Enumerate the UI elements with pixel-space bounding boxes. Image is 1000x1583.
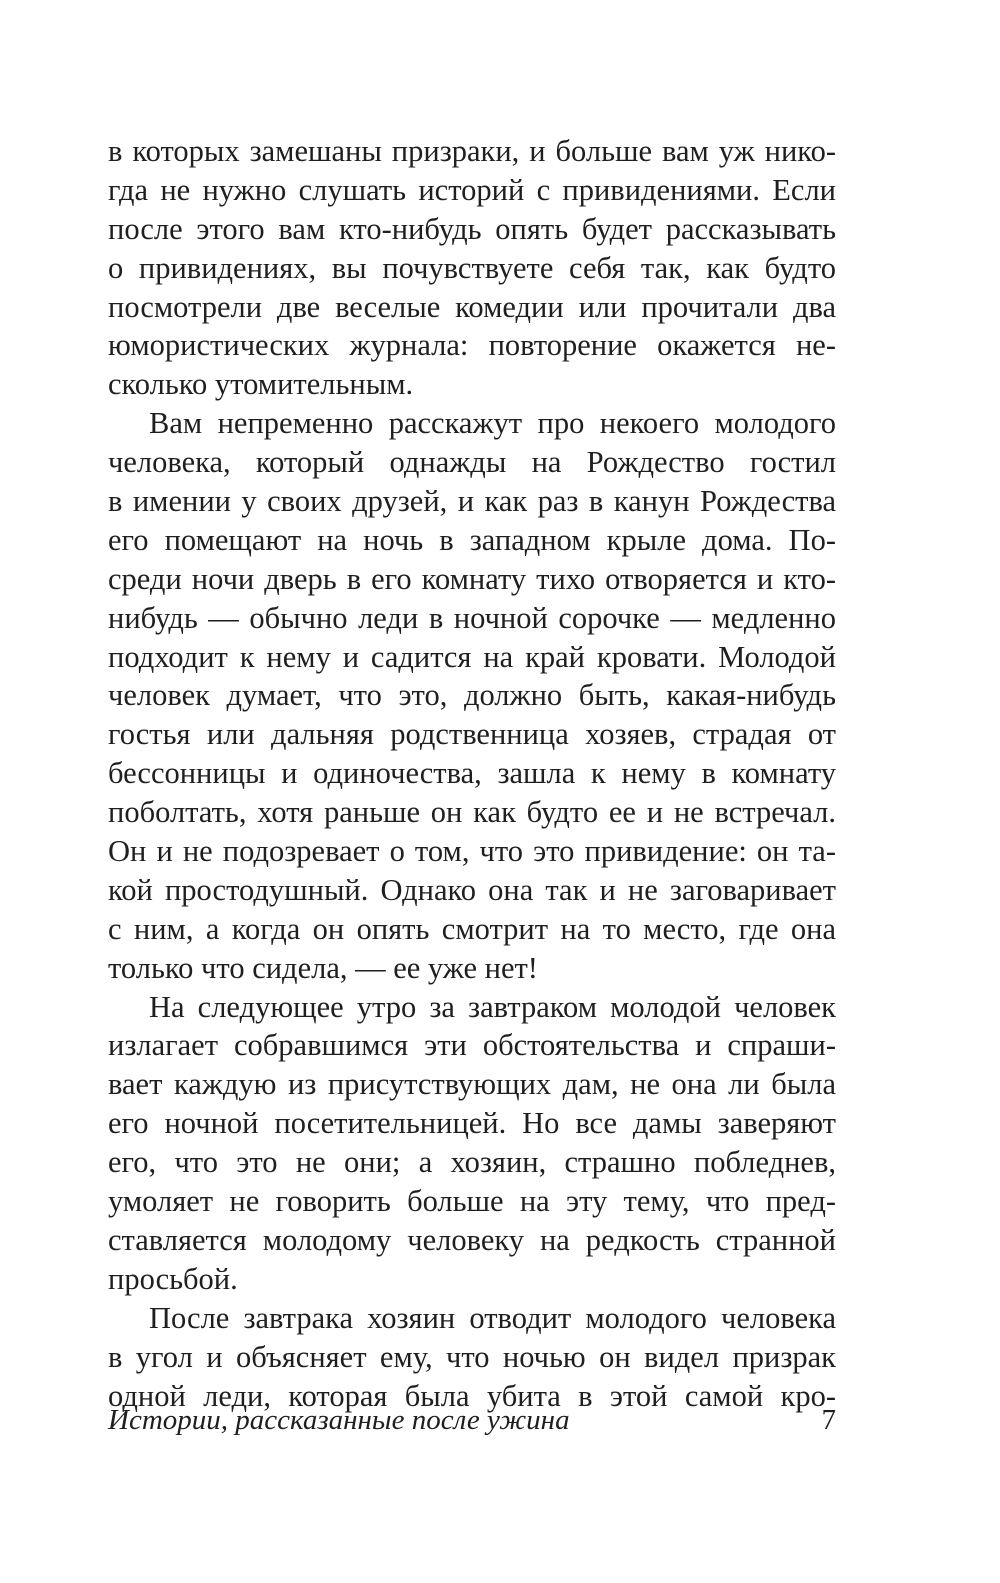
text-line: вает каждую из присутствующих дам, не она ли была: [108, 1067, 836, 1102]
text-line: юмористических журнала: повторение окажется не-: [108, 328, 836, 363]
page-number: 7: [821, 1404, 836, 1436]
text-line: кой простодушный. Однако она так и не заговаривает: [108, 872, 836, 907]
text-line: посмотрели две веселые комедии или прочитали два: [108, 289, 836, 324]
text-line: после этого вам кто-нибудь опять будет рассказывать: [108, 211, 836, 246]
text-line: его ночной посетительницей. Но все дамы заверяют: [108, 1106, 836, 1141]
text-line: человек думает, что это, должно быть, какая-нибудь: [108, 678, 836, 713]
text-line: его помещают на ночь в западном крыле дома. По-: [108, 522, 836, 557]
text-line: умоляет не говорить больше на эту тему, что пред-: [108, 1184, 836, 1219]
text-line: поболтать, хотя раньше он как будто ее и не встречал.: [108, 795, 836, 830]
text-line: только что сидела, — ее уже нет!: [108, 950, 538, 985]
text-line: гостья или дальняя родственница хозяев, страдая от: [108, 717, 836, 752]
text-line: сколько утомительным.: [108, 367, 414, 402]
text-line: подходит к нему и садится на край кровати. Молодой: [108, 639, 836, 674]
paragraph: [108, 132, 836, 404]
text-line: После завтрака хозяин отводит молодого человека: [149, 1300, 836, 1335]
text-line: человека, который однажды на Рождество гостил: [108, 445, 836, 480]
text-line: среди ночи дверь в его комнату тихо отворяется и кто-: [108, 561, 836, 596]
text-line: одной леди, которая была убита в этой самой кро-: [108, 1378, 836, 1413]
text-line: его, что это не они; а хозяин, страшно побледнев,: [108, 1145, 836, 1180]
text-line: ставляется молодому человеку на редкость странной: [108, 1222, 836, 1257]
running-title: Истории, рассказанные после ужина: [108, 1404, 570, 1436]
paragraph: [108, 404, 836, 987]
text-line: Вам непременно расскажут про некоего молодого: [149, 406, 836, 441]
text-line: На следующее утро за завтраком молодой человек: [149, 989, 836, 1024]
text-line: просьбой.: [108, 1261, 238, 1296]
text-line: с ним, а когда он опять смотрит на то место, где она: [108, 911, 836, 946]
text-line: нибудь — обычно леди в ночной сорочке — медленно: [108, 600, 836, 635]
text-line: в имении у своих друзей, и как раз в канун Рождества: [108, 484, 836, 519]
text-line: о привидениях, вы почувствуете себя так, как будто: [108, 250, 836, 285]
body-text: [108, 132, 836, 1415]
text-line: гда не нужно слушать историй с привидениями. Если: [108, 172, 836, 207]
text-line: излагает собравшимся эти обстоятельства и спраши-: [108, 1028, 836, 1063]
paragraph: [108, 1299, 836, 1416]
text-line: бессонницы и одиночества, зашла к нему в комнату: [108, 756, 836, 791]
page-footer: [108, 1400, 836, 1444]
text-line: Он и не подозревает о том, что это привидение: он та-: [108, 834, 836, 869]
paragraph: [108, 988, 836, 1299]
text-line: в угол и объясняет ему, что ночью он видел призрак: [108, 1339, 836, 1374]
text-line: в которых замешаны призраки, и больше вам уж нико-: [108, 134, 836, 168]
